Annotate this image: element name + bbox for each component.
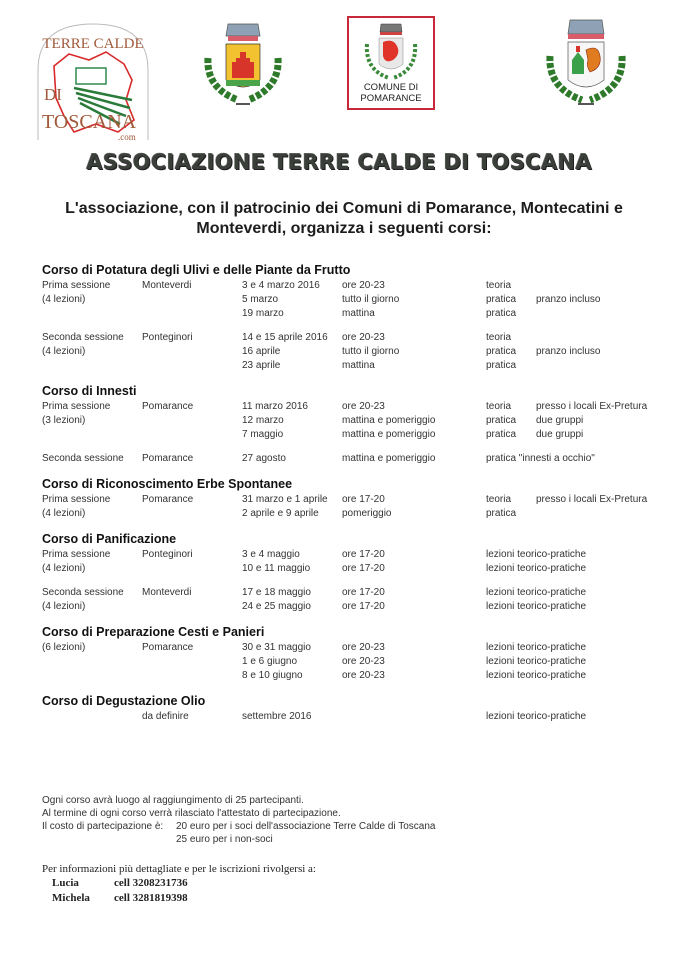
schedule-row [42, 507, 662, 521]
cost-nonmembers: 25 euro per i non-soci [176, 834, 273, 845]
schedule-name: Prima sessione [42, 401, 111, 412]
schedule-date: 14 e 15 aprile 2016 [242, 332, 328, 343]
schedule-note: presso i locali Ex-Pretura [536, 401, 648, 412]
schedule-type: pratica [486, 429, 517, 440]
schedule-name: (4 lezioni) [42, 294, 86, 305]
schedule-type: teoria [486, 332, 512, 343]
course-block [42, 624, 662, 683]
schedule-date: settembre 2016 [242, 711, 312, 722]
schedule-date: 2 aprile e 9 aprile [242, 508, 319, 519]
schedule-note: presso i locali Ex-Pretura [536, 494, 648, 505]
contact-name: Lucia [52, 877, 79, 889]
course-title: Corso di Panificazione [42, 532, 177, 546]
schedule-time: ore 20-23 [342, 401, 385, 412]
schedule-row [42, 655, 662, 669]
comune-pomarance-logo [347, 16, 435, 110]
schedule-date: 5 marzo [242, 294, 279, 305]
schedule-row [42, 493, 662, 507]
contacts [42, 862, 316, 906]
schedule-type: teoria [486, 280, 512, 291]
schedule-type: lezioni teorico-pratiche [486, 549, 587, 560]
schedule-row [42, 548, 662, 562]
course-block [42, 693, 662, 724]
schedule-place: Monteverdi [142, 280, 192, 291]
schedule-date: 10 e 11 maggio [242, 563, 311, 574]
schedule-name: Seconda sessione [42, 453, 124, 464]
schedule-note: due gruppi [536, 415, 584, 426]
schedule-type: teoria [486, 494, 512, 505]
schedule-name: (4 lezioni) [42, 346, 86, 357]
schedule-place: Pomarance [142, 401, 194, 412]
course-session [42, 400, 662, 442]
schedule-name: Prima sessione [42, 494, 111, 505]
course-session [42, 331, 662, 373]
schedule-date: 31 marzo e 1 aprile [242, 494, 328, 505]
schedule-row [42, 414, 662, 428]
schedule-time: ore 17-20 [342, 601, 385, 612]
schedule-note: due gruppi [536, 429, 584, 440]
schedule-time: pomeriggio [342, 508, 392, 519]
pomarance-label-line2: POMARANCE [360, 93, 422, 104]
schedule-date: 17 e 18 maggio [242, 587, 311, 598]
schedule-row [42, 710, 662, 724]
schedule-time: tutto il giorno [342, 346, 400, 357]
schedule-date: 24 e 25 maggio [242, 601, 311, 612]
schedule-row [42, 279, 662, 293]
schedule-row [42, 345, 662, 359]
schedule-date: 3 e 4 marzo 2016 [242, 280, 320, 291]
schedule-type: lezioni teorico-pratiche [486, 711, 587, 722]
footer-notes [42, 794, 642, 846]
schedule-date: 3 e 4 maggio [242, 549, 300, 560]
course-session [42, 279, 662, 321]
schedule-row [42, 641, 662, 655]
schedule-type: pratica [486, 508, 517, 519]
schedule-time: ore 20-23 [342, 280, 385, 291]
schedule-type: pratica [486, 346, 517, 357]
schedule-type: lezioni teorico-pratiche [486, 601, 587, 612]
schedule-place: Pomarance [142, 453, 194, 464]
course-block [42, 383, 662, 466]
schedule-type: pratica [486, 308, 517, 319]
schedule-name: (3 lezioni) [42, 415, 86, 426]
schedule-time: mattina e pomeriggio [342, 453, 436, 464]
schedule-type: lezioni teorico-pratiche [486, 670, 587, 681]
schedule-date: 16 aprile [242, 346, 281, 357]
contact-name: Michela [52, 892, 90, 904]
contact-row [42, 876, 316, 891]
schedule-place: Ponteginori [142, 549, 193, 560]
schedule-place: Pomarance [142, 494, 194, 505]
schedule-time: ore 17-20 [342, 549, 385, 560]
schedule-row [42, 586, 662, 600]
schedule-date: 7 maggio [242, 429, 284, 440]
schedule-type: lezioni teorico-pratiche [486, 656, 587, 667]
page-title: ASSOCIAZIONE TERRE CALDE DI TOSCANA [86, 150, 592, 174]
schedule-row [42, 452, 662, 466]
schedule-place: da definire [142, 711, 189, 722]
schedule-type: lezioni teorico-pratiche [486, 563, 587, 574]
schedule-time: ore 20-23 [342, 332, 385, 343]
schedule-name: Seconda sessione [42, 332, 124, 343]
schedule-date: 23 aprile [242, 360, 281, 371]
schedule-time: ore 20-23 [342, 670, 385, 681]
course-title: Corso di Degustazione Olio [42, 694, 206, 708]
cost-line [42, 820, 642, 833]
courses-list [42, 262, 662, 734]
schedule-time: mattina e pomeriggio [342, 429, 436, 440]
schedule-name: Prima sessione [42, 280, 111, 291]
contact-row [42, 891, 316, 906]
cost-members: 20 euro per i soci dell'associazione Terre Calde di Toscana [176, 821, 436, 832]
course-session [42, 493, 662, 521]
schedule-time: ore 20-23 [342, 656, 385, 667]
schedule-time: tutto il giorno [342, 294, 400, 305]
course-block [42, 476, 662, 521]
schedule-date: 19 marzo [242, 308, 284, 319]
schedule-date: 1 e 6 giugno [242, 656, 298, 667]
schedule-date: 27 agosto [242, 453, 286, 464]
schedule-row [42, 307, 662, 321]
course-title: Corso di Innesti [42, 384, 137, 398]
schedule-note: pranzo incluso [536, 346, 601, 357]
schedule-date: 12 marzo [242, 415, 284, 426]
schedule-name: (4 lezioni) [42, 508, 86, 519]
course-session [42, 641, 662, 683]
svg-text:TOSCANA: TOSCANA [42, 111, 137, 133]
course-title: Corso di Riconoscimento Erbe Spontanee [42, 477, 293, 491]
course-block [42, 531, 662, 614]
course-session [42, 452, 662, 466]
course-session [42, 586, 662, 614]
schedule-name: Seconda sessione [42, 587, 124, 598]
schedule-time: mattina [342, 308, 375, 319]
course-session [42, 548, 662, 576]
schedule-row [42, 600, 662, 614]
min-participants-note: Ogni corso avrà luogo al raggiungimento di 25 partecipanti. [42, 795, 304, 806]
svg-text:DI: DI [44, 85, 62, 104]
course-title: Corso di Preparazione Cesti e Panieri [42, 625, 265, 639]
schedule-type: pratica [486, 360, 517, 371]
schedule-name: (6 lezioni) [42, 642, 86, 653]
cost-label: Il costo di partecipazione è: [42, 821, 164, 832]
schedule-place: Pomarance [142, 642, 194, 653]
contact-phone[interactable]: cell 3281819398 [114, 892, 188, 904]
intro-text: L'associazione, con il patrocinio dei Comuni di Pomarance, Montecatini e Monteverdi, organizza i seguenti corsi: [65, 200, 623, 237]
schedule-time: ore 20-23 [342, 642, 385, 653]
schedule-note: pranzo incluso [536, 294, 601, 305]
monteverdi-crest-icon [538, 16, 634, 108]
terre-calde-logo [34, 20, 152, 142]
contacts-info: Per informazioni più dettagliate e per le iscrizioni rivolgersi a: [42, 863, 316, 875]
schedule-time: mattina e pomeriggio [342, 415, 436, 426]
montecatini-crest-icon [198, 18, 288, 108]
schedule-date: 11 marzo 2016 [242, 401, 308, 412]
schedule-type: lezioni teorico-pratiche [486, 587, 587, 598]
schedule-row [42, 359, 662, 373]
schedule-type: pratica [486, 415, 517, 426]
schedule-place: Ponteginori [142, 332, 193, 343]
schedule-time: ore 17-20 [342, 494, 385, 505]
course-title: Corso di Potatura degli Ulivi e delle Piante da Frutto [42, 263, 351, 277]
schedule-name: Prima sessione [42, 549, 111, 560]
schedule-name: (4 lezioni) [42, 563, 86, 574]
schedule-row [42, 562, 662, 576]
course-session [42, 710, 662, 724]
schedule-row [42, 400, 662, 414]
certificate-note: Al termine di ogni corso verrà rilasciato l'attestato di partecipazione. [42, 808, 341, 819]
schedule-row [42, 293, 662, 307]
schedule-row [42, 331, 662, 345]
svg-text:TERRE CALDE: TERRE CALDE [42, 36, 144, 52]
schedule-time: ore 17-20 [342, 587, 385, 598]
schedule-time: mattina [342, 360, 375, 371]
schedule-date: 30 e 31 maggio [242, 642, 311, 653]
schedule-date: 8 e 10 giugno [242, 670, 303, 681]
schedule-type: pratica "innesti a occhio" [486, 453, 595, 464]
schedule-row [42, 669, 662, 683]
contact-phone[interactable]: cell 3208231736 [114, 877, 188, 889]
schedule-row [42, 428, 662, 442]
schedule-type: teoria [486, 401, 512, 412]
course-block [42, 262, 662, 373]
schedule-time: ore 17-20 [342, 563, 385, 574]
schedule-place: Monteverdi [142, 587, 192, 598]
schedule-name: (4 lezioni) [42, 601, 86, 612]
schedule-type: pratica [486, 294, 517, 305]
cost-line-2 [42, 833, 642, 846]
pomarance-label-line1: COMUNE DI [363, 82, 419, 93]
schedule-type: lezioni teorico-pratiche [486, 642, 587, 653]
svg-text:.com: .com [118, 132, 136, 142]
